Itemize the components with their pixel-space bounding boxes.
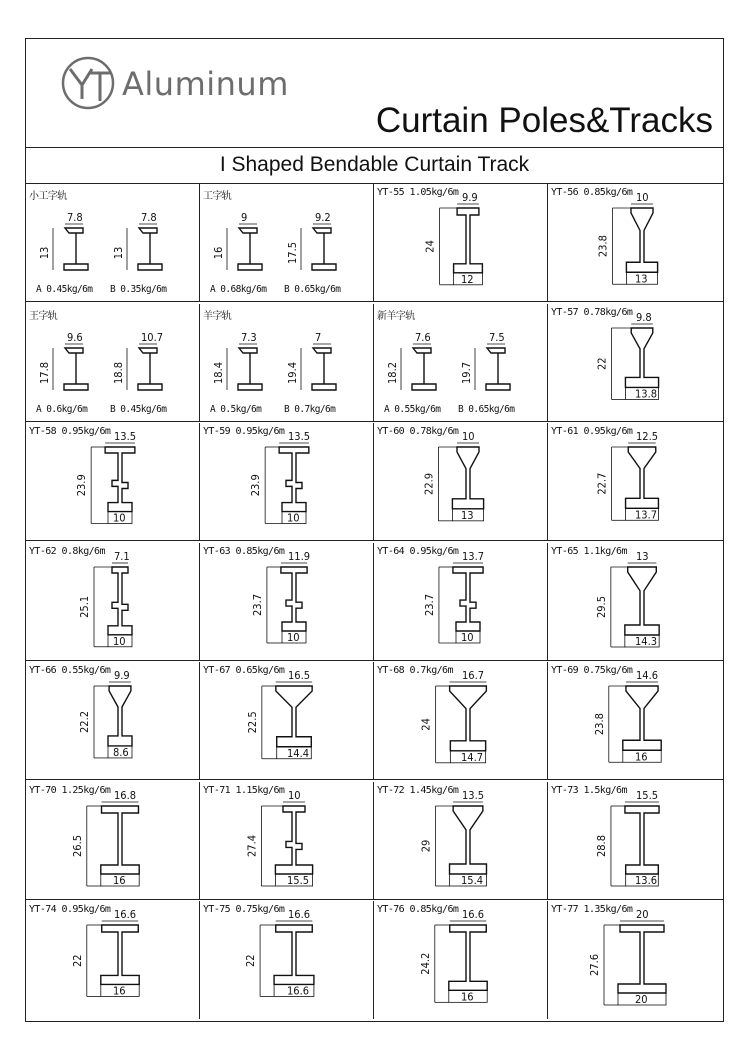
product-diagram [374, 901, 548, 1019]
dim-bottom-width: 16.6 [287, 984, 310, 998]
variant-caption: A 0.55kg/6m [384, 404, 441, 415]
profile-drawing [452, 447, 483, 509]
variant-drawing [227, 344, 262, 390]
dim-top-width: 7.1 [114, 550, 130, 563]
product-diagram [26, 543, 200, 661]
product-cell [200, 901, 374, 1019]
variant-drawing [301, 344, 336, 390]
profile-drawing [625, 806, 659, 874]
product-cell [548, 184, 723, 302]
product-cell [26, 423, 200, 541]
page-title: Curtain Poles&Tracks [375, 101, 713, 140]
dim-height: 22.9 [422, 472, 436, 495]
dim-width: 9.2 [315, 211, 331, 224]
dim-top-width: 10 [462, 430, 475, 443]
product-diagram [548, 782, 722, 900]
product-label: YT-55 1.05kg/6m [377, 187, 459, 198]
product-diagram [26, 782, 200, 900]
dim-height: 23.7 [422, 593, 436, 617]
dim-bottom-width: 14.3 [635, 635, 658, 648]
dim-height: 27.6 [588, 953, 601, 977]
product-label: YT-66 0.55kg/6m [29, 665, 111, 676]
product-cell [374, 543, 548, 661]
product-diagram [26, 901, 200, 1019]
product-cell [200, 423, 374, 541]
product-cell [548, 543, 723, 661]
product-diagram [200, 782, 374, 900]
product-label: YT-70 1.25kg/6m [29, 785, 111, 796]
product-label: YT-63 0.85kg/6m [203, 546, 285, 557]
product-diagram [548, 184, 722, 302]
product-diagram [374, 662, 548, 780]
variant-drawing [127, 344, 162, 390]
dim-height: 25.1 [78, 595, 91, 618]
profile-drawing [105, 447, 135, 512]
dim-height: 29 [419, 839, 433, 853]
dim-bottom-width: 10 [287, 630, 300, 644]
product-label: YT-71 1.15kg/6m [203, 785, 285, 796]
product-diagram [200, 304, 374, 422]
dim-bottom-width: 16 [461, 990, 474, 1004]
product-cell [374, 662, 548, 780]
dim-top-width: 9.8 [636, 311, 652, 324]
yt-logo-icon [60, 55, 116, 111]
variant-drawing [475, 344, 510, 390]
product-cell [26, 184, 200, 302]
dim-height: 18.2 [386, 361, 399, 385]
variant-drawing [401, 344, 436, 390]
dim-height: 23.9 [249, 474, 263, 497]
product-label: 小工字轨 [29, 191, 67, 202]
variant-drawing [53, 224, 88, 270]
product-label: 新羊字轨 [377, 311, 415, 322]
product-label: YT-61 0.95kg/6m [551, 426, 633, 437]
product-cell [26, 304, 200, 422]
dim-bottom-width: 10 [113, 634, 126, 648]
dim-top-width: 16.7 [462, 669, 485, 682]
dim-bottom-width: 8.6 [113, 745, 129, 759]
dim-top-width: 13.5 [462, 789, 485, 802]
product-cell [374, 423, 548, 541]
dim-top-width: 16.6 [462, 908, 485, 921]
dim-height: 24 [419, 718, 433, 731]
dim-bottom-width: 13 [461, 508, 474, 522]
dim-width: 7.6 [415, 331, 431, 344]
dim-width: 10.7 [141, 331, 164, 344]
dim-width: 9 [241, 211, 248, 224]
variant-caption: A 0.45kg/6m [36, 284, 93, 295]
product-cell [26, 782, 200, 900]
product-diagram [548, 304, 722, 422]
product-diagram [200, 423, 374, 541]
dim-bottom-width: 16 [113, 874, 126, 887]
profile-drawing [274, 925, 314, 984]
dim-bottom-width: 13 [635, 272, 648, 286]
profile-drawing [450, 806, 487, 874]
profile-drawing [453, 567, 483, 631]
dim-height: 13 [38, 246, 51, 260]
dim-top-width: 13.7 [462, 550, 485, 563]
profile-drawing [108, 567, 132, 635]
dim-bottom-width: 14.7 [461, 750, 484, 764]
dim-height: 19.7 [460, 361, 473, 385]
dim-bottom-width: 10 [287, 511, 300, 525]
dim-height: 17.5 [286, 241, 299, 265]
dim-top-width: 10 [288, 789, 301, 802]
product-label: 工字轨 [203, 191, 232, 202]
brand-logo [60, 55, 320, 111]
dim-height: 26.5 [70, 834, 84, 858]
product-diagram [26, 423, 200, 541]
profile-drawing [626, 447, 659, 508]
dim-height: 22.2 [78, 710, 91, 733]
variant-drawing [53, 344, 88, 390]
header [26, 39, 723, 148]
dim-bottom-width: 15.5 [287, 874, 310, 887]
product-cell [548, 782, 723, 900]
dim-bottom-width: 13.7 [635, 508, 658, 522]
dim-bottom-width: 15.4 [461, 874, 484, 887]
profile-drawing [101, 925, 139, 984]
dim-height: 23.8 [596, 235, 610, 258]
dim-top-width: 16.6 [114, 908, 137, 921]
variant-caption: B 0.45kg/6m [110, 404, 167, 415]
profile-drawing [623, 686, 661, 750]
dim-top-width: 11.9 [288, 550, 311, 563]
brand-name: Aluminum [122, 65, 289, 103]
dim-bottom-width: 13.6 [635, 874, 658, 887]
variant-drawing [301, 224, 336, 270]
dim-height: 17.8 [38, 361, 51, 385]
profile-drawing [454, 208, 483, 273]
product-label: YT-77 1.35kg/6m [551, 904, 633, 915]
product-cell [548, 901, 723, 1019]
dim-height: 22 [595, 357, 609, 370]
product-cell [548, 304, 723, 422]
product-label: YT-64 0.95kg/6m [377, 546, 459, 557]
product-diagram [26, 662, 200, 780]
product-label: YT-76 0.85kg/6m [377, 904, 459, 915]
variant-drawing [127, 224, 162, 270]
dim-top-width: 14.6 [636, 669, 659, 682]
product-label: YT-56 0.85kg/6m [551, 187, 633, 198]
profile-drawing [279, 447, 309, 512]
profile-drawing [625, 328, 658, 387]
dim-width: 7 [315, 331, 322, 344]
product-cell [374, 782, 548, 900]
dim-height: 22.7 [595, 472, 609, 495]
dim-height: 19.4 [286, 361, 299, 385]
product-label: 王字轨 [29, 311, 58, 322]
dim-top-width: 16.6 [288, 908, 311, 921]
product-cell [548, 662, 723, 780]
catalog-sheet [25, 38, 724, 1022]
dim-top-width: 9.9 [462, 191, 478, 204]
product-cell [26, 901, 200, 1019]
product-diagram [548, 901, 722, 1019]
product-diagram [374, 543, 548, 661]
product-cell [200, 662, 374, 780]
product-grid [26, 184, 723, 1021]
dim-top-width: 15.5 [636, 789, 659, 802]
product-diagram [374, 184, 548, 302]
dim-height: 18.8 [112, 361, 125, 385]
dim-bottom-width: 16 [113, 984, 126, 998]
dim-bottom-width: 13.8 [635, 387, 658, 401]
product-diagram [548, 423, 722, 541]
dim-height: 28.8 [594, 834, 608, 858]
product-diagram [200, 184, 374, 302]
product-diagram [374, 782, 548, 900]
product-diagram [200, 901, 374, 1019]
dim-height: 16 [212, 246, 225, 260]
product-label: YT-67 0.65kg/6m [203, 665, 285, 676]
product-cell [200, 304, 374, 422]
product-diagram [374, 423, 548, 541]
product-cell [26, 662, 200, 780]
variant-caption: B 0.35kg/6m [110, 284, 167, 295]
dim-bottom-width: 20 [635, 993, 648, 1006]
product-cell [374, 304, 548, 422]
product-diagram [374, 304, 548, 422]
variant-caption: A 0.5kg/6m [210, 404, 262, 415]
dim-height: 24.2 [418, 952, 432, 975]
dim-top-width: 10 [636, 191, 649, 204]
section-title: I Shaped Bendable Curtain Track [26, 147, 723, 184]
product-cell [374, 184, 548, 302]
product-diagram [548, 662, 722, 780]
dim-top-width: 13.5 [114, 430, 137, 443]
product-diagram [548, 543, 722, 661]
dim-height: 22 [70, 954, 84, 967]
product-label: YT-60 0.78kg/6m [377, 426, 459, 437]
dim-bottom-width: 14.4 [287, 746, 310, 760]
product-cell [374, 901, 548, 1019]
dim-bottom-width: 10 [113, 511, 126, 525]
dim-width: 7.8 [141, 211, 157, 224]
dim-height: 23.8 [592, 713, 606, 736]
profile-drawing [450, 686, 487, 751]
profile-drawing [101, 806, 139, 874]
dim-width: 9.6 [67, 331, 83, 344]
profile-drawing [281, 567, 307, 631]
dim-bottom-width: 10 [461, 630, 474, 644]
dim-top-width: 9.9 [114, 669, 130, 682]
profile-drawing [108, 686, 132, 746]
variant-caption: A 0.68kg/6m [210, 284, 267, 295]
dim-height: 13 [112, 246, 125, 260]
dim-height: 23.7 [250, 593, 264, 617]
product-diagram [200, 543, 374, 661]
dim-top-width: 16.8 [114, 789, 137, 802]
profile-drawing [275, 806, 312, 874]
dim-height: 24 [423, 240, 437, 253]
dim-top-width: 20 [636, 908, 649, 921]
product-label: YT-75 0.75kg/6m [203, 904, 285, 915]
profile-drawing [626, 208, 657, 272]
dim-height: 18.4 [212, 361, 225, 385]
dim-top-width: 13 [636, 550, 649, 563]
dim-top-width: 12.5 [636, 430, 659, 443]
variant-drawing [227, 224, 262, 270]
product-label: YT-65 1.1kg/6m [551, 546, 627, 557]
dim-height: 22 [244, 954, 258, 967]
profile-drawing [276, 686, 312, 747]
dim-top-width: 13.5 [288, 430, 311, 443]
product-label: YT-68 0.7kg/6m [377, 665, 453, 676]
product-label: YT-57 0.78kg/6m [551, 307, 633, 318]
dim-height: 23.9 [75, 474, 89, 497]
product-label: YT-74 0.95kg/6m [29, 904, 111, 915]
dim-width: 7.3 [241, 331, 257, 344]
product-label: YT-69 0.75kg/6m [551, 665, 633, 676]
product-diagram [200, 662, 374, 780]
product-label: YT-62 0.8kg/6m [29, 546, 105, 557]
product-cell [548, 423, 723, 541]
product-label: YT-58 0.95kg/6m [29, 426, 111, 437]
dim-top-width: 16.5 [288, 669, 311, 682]
dim-bottom-width: 16 [635, 750, 648, 764]
dim-width: 7.8 [67, 211, 83, 224]
dim-bottom-width: 12 [461, 272, 474, 286]
product-cell [200, 782, 374, 900]
variant-caption: B 0.7kg/6m [284, 404, 336, 415]
product-cell [26, 543, 200, 661]
product-cell [200, 543, 374, 661]
profile-drawing [618, 925, 666, 993]
variant-caption: B 0.65kg/6m [458, 404, 515, 415]
product-diagram [26, 184, 200, 302]
dim-height: 22.5 [245, 711, 259, 734]
profile-drawing [625, 567, 659, 635]
product-label: YT-73 1.5kg/6m [551, 785, 627, 796]
dim-height: 27.4 [245, 834, 259, 858]
product-label: YT-72 1.45kg/6m [377, 785, 459, 796]
dim-width: 7.5 [489, 331, 505, 344]
dim-height: 29.5 [594, 595, 608, 619]
product-label: YT-59 0.95kg/6m [203, 426, 285, 437]
product-label: 羊字轨 [203, 311, 232, 322]
variant-caption: A 0.6kg/6m [36, 404, 88, 415]
profile-drawing [449, 925, 487, 990]
product-cell [200, 184, 374, 302]
variant-caption: B 0.65kg/6m [284, 284, 341, 295]
product-diagram [26, 304, 200, 422]
